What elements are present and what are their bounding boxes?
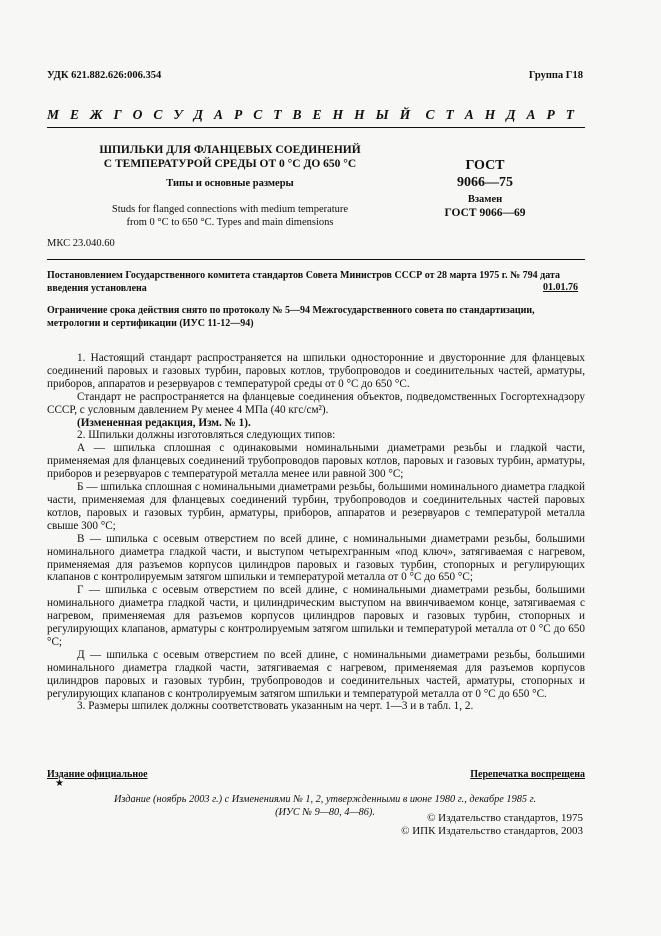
udk-code: УДК 621.882.626:006.354: [47, 70, 162, 81]
paragraph: 3. Размеры шпилек должны соответствовать указанным на черт. 1—3 и в табл. 1, 2.: [77, 700, 474, 713]
copyright: [401, 812, 583, 838]
limitation-note: Ограничение срока действия снято по протоколу № 5—94 Межгосударственного совета по стандартизации, метрологии и сертификации (ИУС 11-12—94): [47, 305, 535, 329]
edition-note-line-1: Издание (ноябрь 2003 г.) с Изменениями № 1, 2, утвержденными в июне 1980 г., декабре 1985 г.: [113, 794, 537, 805]
paragraph-type-d: Д — шпилька с осевым отверстием по всей длине, с номинальными диаметрами резьбы, большими номинального диаметра гладкой части, затягиваемая с нагревом, применяемая для разъемов корпусов цилиндров паровых и газовых турбин, трубопроводов и соединительных частей, арматуры, стопорных и регулирующих клапанов с контролируемым затягом шпильки и температурой металла от 0 °С до 650 °С.: [47, 648, 585, 700]
paragraph-type-b: Б — шпилька сплошная с номинальными диаметрами резьбы, большими номинального диаметра гладкой части, применяемая для фланцевых соединений турбин, трубопроводов и соединительных частей паровых котлов, паровых и газовых турбин, арматуры, приборов, аппаратов и резервуаров с температурой металла свыше 300 °С;: [47, 481, 585, 532]
paragraph: 2. Шпильки должны изготовляться следующих типов:: [77, 429, 336, 442]
replaces-label: Взамен: [467, 194, 503, 205]
mks-code: МКС 23.040.60: [47, 238, 115, 249]
amendment-note: (Измененная редакция, Изм. № 1).: [77, 416, 251, 429]
paragraph-type-g: Г — шпилька с осевым отверстием по всей длине, с номинальными диаметрами резьбы, большими номинального диаметра гладкой части, и цилиндрическим выступом на ввинчиваемом конце, затягиваемая с нагревом, применяемая для разъемов корпусов цилиндров паровых и газовых турбин, стопорных и регулирующих клапанов, арматуры с контролируемым затягом шпильки и температурой металла от 0 °С до 650 °С;: [47, 584, 585, 648]
paragraph-type-v: В — шпилька с осевым отверстием по всей длине, с номинальными диаметрами резьбы, большими номинального диаметра гладкой части, и выступом четырехгранным «под ключ», затягиваемая с нагревом, применяемая для разъемов корпусов цилиндров паровых и газовых турбин, стопорных и регулирующих клапанов с контролируемым затягом шпильки и температурой металла от 0 °С до 650 °С;: [47, 532, 585, 584]
group-code: Группа Г18: [528, 70, 583, 81]
decree-text: Постановлением Государственного комитета стандартов Совета Министров СССР от 28 марта 1975 г. № 794 дата введения установлена: [47, 270, 561, 294]
replaces-standard: ГОСТ 9066—69: [444, 207, 526, 219]
body-text: [47, 352, 585, 713]
official-edition: Издание официальное: [47, 769, 148, 780]
english-title-line-1: Studs for flanged connections with medium temperature: [111, 204, 349, 215]
edition-note-line-2: (ИУС № 9—80, 4—86).: [275, 806, 375, 818]
document-subtitle: Типы и основные размеры: [166, 178, 294, 189]
decree-date: 01.01.76: [543, 282, 578, 293]
gost-label: ГОСТ: [465, 158, 505, 173]
header-rule: [47, 259, 585, 260]
banner-word-standard: С Т А Н Д А Р Т: [425, 107, 574, 122]
paragraph: Стандарт не распространяется на фланцевые соединения объектов, подведомственных Госгортехнадзору СССР, с условным давлением Py менее 4 МПа (40 кгс/см²).: [47, 390, 585, 416]
gost-number: 9066—75: [457, 175, 513, 190]
paragraph-type-a: А — шпилька сплошная с одинаковыми номинальными диаметрами резьбы и гладкой части, применяемая для фланцевых соединений трубопроводов паровых котлов, паровых и газовых турбин, арматуры, приборов и резервуаров с температурой металла менее или равной 300 °С;: [47, 442, 585, 481]
gost-block: [415, 158, 555, 219]
document-title: [65, 143, 395, 171]
reprint-prohibited: Перепечатка воспрещена: [470, 769, 585, 780]
copyright-1975: © Издательство стандартов, 1975: [427, 812, 583, 824]
standard-banner: [47, 107, 585, 123]
title-line-2: С ТЕМПЕРАТУРОЙ СРЕДЫ ОТ 0 °С ДО 650 °С: [103, 158, 357, 170]
paragraph: 1. Настоящий стандарт распространяется на шпильки односторонние и двусторонние для фланцевых соединений паровых и газовых турбин, паровых котлов, трубопроводов и соединительных частей, арматуры, приборов, аппаратов и резервуаров с температурой среды от 0 °С до 650 °С.: [47, 352, 585, 390]
star-icon: ★: [55, 778, 64, 789]
banner-word-interstate: М Е Ж Г О С У Д А Р С Т В Е Н Н Ы Й: [47, 107, 411, 122]
copyright-2003: © ИПК Издательство стандартов, 2003: [401, 825, 583, 837]
banner-rule: [47, 127, 585, 128]
english-title-line-2: from 0 °C to 650 °C. Types and main dimensions: [126, 217, 334, 228]
english-title: [65, 203, 395, 229]
title-line-1: ШПИЛЬКИ ДЛЯ ФЛАНЦЕВЫХ СОЕДИНЕНИЙ: [99, 144, 361, 156]
